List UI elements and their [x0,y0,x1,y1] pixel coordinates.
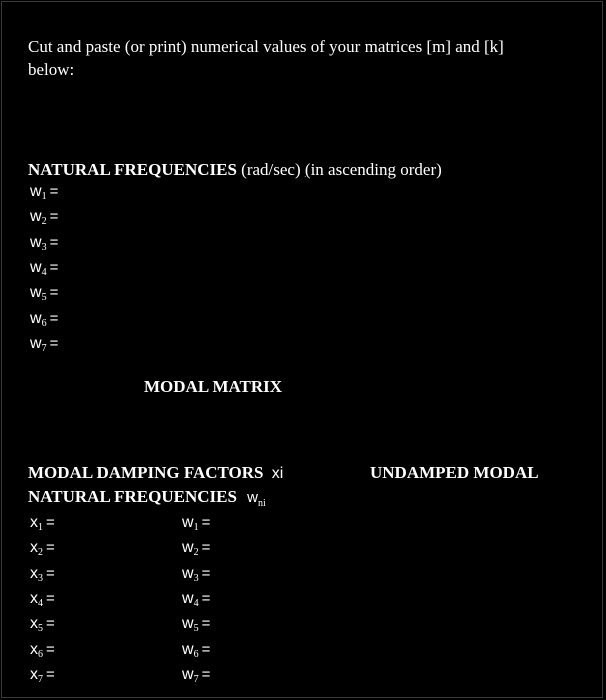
natural-frequencies-line2: NATURAL FREQUENCIES [28,487,237,506]
natural-frequency-subscript: 6 [41,317,47,329]
undamped-frequency-symbol [182,565,199,582]
undamped-frequency-subscript: 3 [193,572,199,584]
natural-frequency-symbol [30,284,47,304]
natural-frequencies-units: (rad/sec) [241,160,301,179]
natural-frequency-row-2 [30,208,58,227]
damping-factor-equals: = [46,539,55,557]
damping-factor-symbol [30,539,43,559]
damping-factor-subscript: 7 [38,673,43,685]
undamped-frequency-symbol [182,590,199,607]
undamped-frequency-subscript: 4 [193,597,199,609]
damping-factor-subscript: 1 [38,522,43,533]
undamped-frequency-subscript: 6 [193,648,199,660]
wni-symbol [247,489,266,509]
xi-symbol: xi [271,465,284,482]
undamped-frequency-equals: = [201,514,211,531]
undamped-frequency-letter: w [182,564,194,582]
damping-factor-row-1 [30,514,55,533]
undamped-modal-title: UNDAMPED MODAL [370,463,539,482]
damping-factor-row-3 [30,565,55,584]
damping-factor-equals: = [46,615,55,633]
undamped-frequency-equals: = [201,640,211,658]
damping-factor-letter: x [30,514,38,531]
damping-factor-letter: x [30,665,38,683]
damping-factor-subscript: 6 [38,648,43,660]
damping-factor-symbol [30,615,43,635]
natural-frequency-subscript: 4 [41,266,47,278]
natural-frequency-symbol [30,259,47,276]
undamped-frequency-subscript: 7 [193,673,199,685]
undamped-frequency-row-7 [182,666,210,685]
natural-frequency-letter: w [30,233,42,251]
intro-line-1: Cut and paste (or print) numerical values of your matrices [m] and [k] [28,37,504,56]
undamped-frequency-row-3 [182,565,210,584]
undamped-frequency-row-5 [182,615,210,634]
natural-frequency-subscript: 2 [41,216,47,228]
natural-frequency-equals: = [49,284,59,302]
damping-factor-letter: x [30,539,38,557]
natural-frequency-letter: w [30,208,42,226]
natural-frequency-equals: = [49,208,59,226]
document-frame [1,1,603,698]
wni-symbol-letter: w [247,489,259,506]
natural-frequency-subscript: 7 [41,342,47,354]
undamped-frequency-letter: w [182,589,194,607]
damping-factor-letter: x [30,564,38,582]
intro-line-2: below: [28,60,75,79]
natural-frequency-letter: w [30,258,42,276]
damping-factor-symbol [30,565,43,582]
natural-frequency-row-7 [30,335,58,354]
damping-factor-symbol [30,641,43,658]
natural-frequency-subscript: 5 [41,292,47,304]
natural-frequency-equals: = [49,183,59,200]
modal-damping-heading [28,463,283,483]
damping-factor-subscript: 4 [38,597,43,609]
natural-frequency-letter: w [30,183,42,200]
undamped-frequency-letter: w [182,539,194,557]
damping-factor-row-5 [30,615,55,634]
undamped-frequency-equals: = [201,539,211,557]
natural-frequency-symbol [30,234,47,251]
natural-frequency-equals: = [49,334,59,352]
natural-frequency-row-3 [30,234,58,253]
natural-frequency-letter: w [30,284,42,302]
undamped-frequency-symbol [182,615,199,635]
natural-frequency-symbol [30,183,47,200]
natural-frequency-subscript: 3 [41,241,47,253]
damping-factor-symbol [30,590,43,607]
undamped-frequency-symbol [182,641,199,658]
damping-factor-letter: x [30,640,38,658]
damping-factor-equals: = [46,665,55,683]
modal-damping-title: MODAL DAMPING FACTORS [28,463,264,482]
undamped-frequency-row-1 [182,514,210,533]
damping-factor-row-4 [30,590,55,609]
damping-factor-row-2 [30,539,55,558]
damping-factor-letter: x [30,615,38,633]
natural-frequency-letter: w [30,309,42,327]
undamped-natural-frequencies-heading [28,487,266,509]
damping-factor-subscript: 3 [38,572,43,584]
undamped-frequency-equals: = [201,665,211,683]
undamped-frequency-row-6 [182,641,210,660]
undamped-frequency-equals: = [201,564,211,582]
wni-symbol-sub: ni [258,498,266,509]
natural-frequency-equals: = [49,309,59,327]
damping-factor-equals: = [46,564,55,582]
damping-factor-equals: = [46,589,55,607]
natural-frequency-symbol [30,208,47,228]
intro-paragraph [28,35,568,81]
damping-factor-subscript: 5 [38,623,43,635]
damping-factor-symbol [30,666,43,683]
damping-factor-letter: x [30,589,38,607]
natural-frequency-row-4 [30,259,58,278]
undamped-frequency-equals: = [201,615,211,633]
undamped-frequency-subscript: 2 [193,547,199,559]
natural-frequency-row-1 [30,183,58,202]
undamped-frequency-equals: = [201,589,211,607]
natural-frequency-symbol [30,335,47,352]
natural-frequency-equals: = [49,258,59,276]
modal-matrix-title: MODAL MATRIX [144,377,283,396]
damping-factor-row-6 [30,641,55,660]
natural-frequency-row-6 [30,310,58,329]
damping-factor-row-7 [30,666,55,685]
undamped-frequency-letter: w [182,514,194,531]
natural-frequencies-heading [28,160,442,180]
natural-frequencies-title: NATURAL FREQUENCIES [28,160,237,179]
undamped-frequency-letter: w [182,665,194,683]
natural-frequency-symbol [30,310,47,327]
ascending-order-text: in ascending order) [310,160,442,179]
undamped-frequency-subscript: 1 [193,522,199,533]
damping-factor-equals: = [46,514,55,531]
undamped-frequency-letter: w [182,640,194,658]
natural-frequency-equals: = [49,233,59,251]
damping-factor-subscript: 2 [38,547,43,559]
undamped-frequency-symbol [182,539,199,559]
damping-factor-equals: = [46,640,55,658]
undamped-frequency-row-4 [182,590,210,609]
natural-frequency-letter: w [30,334,42,352]
undamped-frequency-symbol [182,514,199,531]
natural-frequency-subscript: 1 [41,191,47,202]
damping-factor-symbol [30,514,43,531]
natural-frequency-row-5 [30,284,58,303]
undamped-frequency-symbol [182,666,199,683]
ascending-order-paren: ( [304,160,311,179]
undamped-frequency-letter: w [182,615,194,633]
undamped-frequency-subscript: 5 [193,623,199,635]
undamped-frequency-row-2 [182,539,210,558]
